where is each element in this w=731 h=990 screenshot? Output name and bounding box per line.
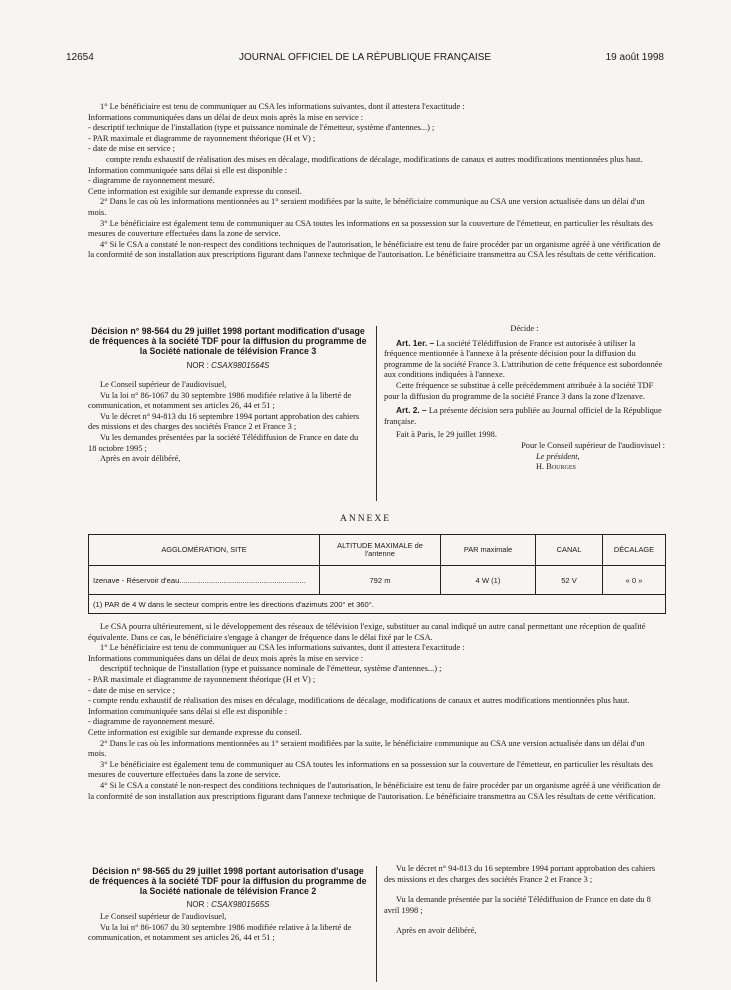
article-1 (384, 338, 665, 381)
decision-title: Décision n° 98-565 du 29 juillet 1998 portant autorisation d'usage de fréquences à la société TDF pour la diffusion du programme de la Société nationale de télévision France 2 (89, 866, 367, 896)
table-cell: 792 m (320, 566, 441, 595)
journal-title: JOURNAL OFFICIEL DE LA RÉPUBLIQUE FRANÇAISE (238, 52, 492, 63)
middle-block (88, 622, 665, 802)
annexe-title: ANNEXE (339, 514, 392, 524)
paragraph: 2° Dans le cas où les informations mentionnées au 1° seraient modifiées par la suite, le bénéficiaire communique au CSA une version actualisée dans un délai d'un mois. (88, 197, 645, 217)
signatory-line: Pour le Conseil supérieur de l'audiovisuel : (521, 440, 665, 450)
list-item: - PAR maximale et diagramme de rayonnement théorique (H et V) ; (88, 133, 316, 143)
issue-date: 19 août 1998 (605, 52, 664, 63)
table-cell: 4 W (1) (441, 566, 536, 595)
annexe-table (88, 534, 666, 614)
decision-title: Décision n° 98-564 du 29 juillet 1998 portant modification d'usage de fréquences à la société TDF pour la diffusion du programme de la Société nationale de télévision France 3 (89, 326, 367, 356)
nor-code: CSAX9801564S (211, 361, 270, 370)
table-row (89, 566, 666, 595)
paragraph: Vu la loi n° 86-1067 du 30 septembre 1986 modifiée relative à la liberté de communication, et notamment ses articles 26, 44 et 51 ; (88, 390, 352, 411)
paragraph: Informations communiquées dans un délai de deux mois après la mise en service : (88, 112, 364, 122)
president-title: Le président, (536, 451, 580, 461)
column-header: PAR maximale (441, 535, 536, 566)
paragraph: Vu la loi n° 86-1067 du 30 septembre 1986 modifiée relative à la liberté de communication, et notamment ses articles 26, 44 et 51 ; (88, 922, 352, 943)
decision2-left-column (88, 866, 368, 944)
column-header: AGGLOMÉRATION, SITE (89, 535, 320, 566)
article-text: La présente décision sera publiée au Journal officiel de la République française. (384, 406, 662, 426)
list-item: - PAR maximale et diagramme de rayonnement théorique (H et V) ; (88, 674, 316, 684)
paragraph: 3° Le bénéficiaire est également tenu de communiquer au CSA toutes les informations en sa possession sur la couverture de l'émetteur, en particulier les résultats des mesures de couverture effectuées dans la zone de service. (88, 759, 653, 780)
table-cell: 52 V (536, 566, 603, 595)
paragraph: Informations communiquées dans un délai de deux mois après la mise en service : (88, 653, 364, 663)
paragraph: Le CSA pourra ultérieurement, si le développement des réseaux de télévision l'exige, substituer au canal indiqué un autre canal permettant une réception de qualité équivalente. Dans ce cas, le bénéficiaire s'engage à changer de fréquence dans le délai fixé par le CSA. (88, 622, 646, 642)
decision1-left-column (88, 326, 368, 465)
list-item: - diagramme de rayonnement mesuré. (88, 176, 215, 186)
nor-reference (88, 361, 368, 370)
paragraph: Information communiquée sans délai si elle est disponible : (88, 706, 288, 716)
table-header-row (89, 535, 666, 566)
paragraph: Vu le décret n° 94-813 du 16 septembre 1994 portant approbation des cahiers des missions et des charges des sociétés France 2 et France 3 ; (88, 411, 360, 432)
paragraph: Cette information est exigible sur demande expresse du conseil. (88, 186, 302, 196)
article-2 (384, 405, 665, 427)
list-item: - date de mise en service ; (88, 685, 175, 695)
article-label: Art. 1er. – (396, 337, 435, 348)
column-header: CANAL (536, 535, 603, 566)
list-item: - compte rendu exhaustif de réalisation des mises en décalage, modifications de décalage, modifications de canaux et autres modifications mentionnées plus haut. (88, 696, 630, 706)
paragraph: Après en avoir délibéré, (100, 454, 181, 464)
paragraph: 4° Si le CSA a constaté le non-respect des conditions techniques de l'autorisation, le bénéficiaire est tenu de faire procéder par un organisme agréé à une vérification de la conformité de son installation aux prescriptions figurant dans l'annexe technique de l'autorisation. Le bénéficiaire transmettra au CSA les résultats de cette vérification. (88, 239, 661, 260)
list-item: - descriptif technique de l'installation (type et puissance nominale de l'émetteur, système d'antennes...) ; (88, 123, 435, 133)
article-text: La société Télédiffusion de France est autorisée à utiliser la fréquence mentionnée à l'annexe à la présente décision pour la diffusion du programme de la société France 3. L'attribution de cette fréquence est subordonnée aux conditions indiquées à l'annexe. (384, 338, 663, 380)
article-label: Art. 2. – (396, 405, 427, 416)
page-number: 12654 (66, 52, 94, 63)
column-header: DÉCALAGE (603, 535, 666, 566)
nor-reference (88, 900, 368, 909)
list-item: - diagramme de rayonnement mesuré. (88, 717, 215, 727)
column-divider (376, 326, 377, 501)
list-item: - date de mise en service ; (88, 144, 175, 154)
nor-code: CSAX9801565S (211, 900, 270, 909)
list-item: compte rendu exhaustif de réalisation des mises en décalage, modifications de décalage, modifications de canaux et autres modifications mentionnées plus haut. (106, 154, 643, 164)
paragraph: 4° Si le CSA a constaté le non-respect des conditions techniques de l'autorisation, le bénéficiaire est tenu de faire procéder par un organisme agréé à une vérification de la conformité de son installation aux prescriptions figurant dans l'annexe technique de l'autorisation. Le bénéficiaire transmettra au CSA les résultats de cette vérification. (88, 780, 661, 801)
paragraph: Vu les demandes présentées par la société Télédiffusion de France en date du 18 octobre 1995 ; (88, 432, 359, 453)
paragraph: 1° Le bénéficiaire est tenu de communiquer au CSA les informations suivantes, dont il attestera l'exactitude : (100, 643, 465, 653)
decision1-right-column (384, 324, 665, 473)
list-item: descriptif technique de l'installation (type et puissance nominale de l'émetteur, système d'antennes...) ; (100, 664, 442, 674)
paragraph: Information communiquée sans délai si elle est disponible : (88, 165, 288, 175)
top-block (88, 102, 665, 261)
paragraph: Vu la demande présentée par la société Télédiffusion de France en date du 8 avril 1998 ; (384, 895, 651, 915)
paragraph: Cette fréquence se substitue à celle précédemment attribuée à la société TDF pour la diffusion du programme de la société France 3 dans la zone d'Izenave. (384, 380, 654, 401)
column-divider (376, 866, 377, 982)
place-date: Fait à Paris, le 29 juillet 1998. (396, 430, 497, 440)
column-header: ALTITUDE MAXIMALE de l'antenne (320, 535, 441, 566)
paragraph: Le Conseil supérieur de l'audiovisuel, (100, 912, 227, 921)
decision2-right-column (384, 864, 665, 937)
signatory-name: H. Bourges (536, 462, 576, 472)
decide-label: Décide : (510, 324, 539, 333)
paragraph: Après en avoir délibéré, (396, 926, 477, 936)
paragraph: Cette information est exigible sur demande expresse du conseil. (88, 727, 302, 737)
table-note-row (89, 595, 666, 614)
table-cell: « 0 » (603, 566, 666, 595)
paragraph: 3° Le bénéficiaire est également tenu de communiquer au CSA toutes les informations en sa possession sur la couverture de l'émetteur, en particulier les résultats des mesures de couverture effectuées dans la zone de service. (88, 218, 653, 239)
paragraph: 2° Dans le cas où les informations mentionnées au 1° seraient modifiées par la suite, le bénéficiaire communique au CSA une version actualisée dans un délai d'un mois. (88, 738, 645, 759)
paragraph: Vu le décret n° 94-813 du 16 septembre 1994 portant approbation des cahiers des missions et des charges des sociétés France 2 et France 3 ; (384, 864, 656, 884)
paragraph: 1° Le bénéficiaire est tenu de communiquer au CSA les informations suivantes, dont il attestera l'exactitude : (100, 102, 465, 111)
table-note: (1) PAR de 4 W dans le secteur compris entre les directions d'azimuts 200° et 360°. (89, 595, 666, 614)
paragraph: Le Conseil supérieur de l'audiovisuel, (100, 380, 227, 389)
nor-label: NOR : (186, 900, 209, 909)
nor-label: NOR : (186, 361, 209, 370)
table-cell: Izenave - Réservoir d'eau............................................................ (89, 566, 320, 595)
